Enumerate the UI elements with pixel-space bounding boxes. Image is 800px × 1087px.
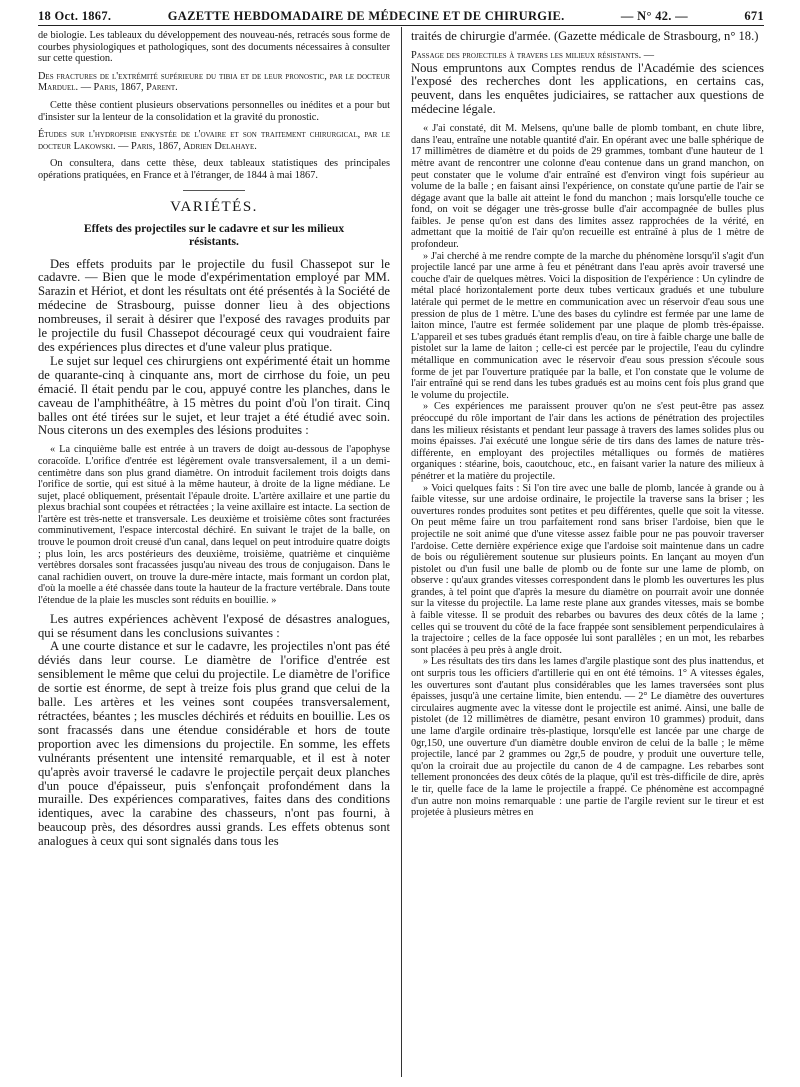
melsens-quote-2: » J'ai cherché à me rendre compte de la marche du phénomène lorsqu'il s'agit d'un projectile lancé par une arme à feu et pénétrant dans l'eau après avoir traversé une couche d'air de quelques mètres. Voici la disposition de l'expérience : Un cylindre de métal placé horizontalement porte deux tubes verticaux gradués et une tubulure latérale qui permet de le mettre en communication avec un réservoir d'eau sous une pression de plus de 1 mètre. L'une des bases du cylindre est fermée par une lame de laiton mince, l'autre est fermée solidement par une plaque de plomb très-épaisse. L'appareil et ses tubes gradués étant remplis d'eau, on tire à faible charge une balle de pistolet sur la lame de laiton ; celle-ci est percée par le projectile, l'eau du cylindre métallique en communication avec le réservoir d'eau sous pression s'écoule sous forme de jet par l'ouverture pratiquée par la balle, et l'on constate que le volume de l'air entraîné qui se rend dans les tubes gradués est au moins cent fois plus grand que le volume du projectile. — [411, 250, 764, 401]
section-separator — [183, 190, 245, 191]
header-rule — [38, 25, 764, 26]
article-paragraph-1: Des effets produits par le projectile du fusil Chassepot sur le cadavre. — Bien que le mode d'expérimentation employé par MM. Sarazin et Hériot, et dont les résultats ont été présentés à la Société de médecine de Strasbourg, puisse donner lieu à des objections nombreuses, il serait à désirer que l'exposé des ravages produits par le projectile du fusil Chassepot découragé ceux qui voudraient faire des expériences plus directes et d'une valeur plus pratique. — [38, 256, 390, 354]
review-2-text: On consultera, dans cette thèse, deux tableaux statistiques des principales opérations pratiquées, en France et à l'étranger, de 1844 à mai 1867. — [38, 158, 390, 181]
article-title: Effets des projectiles sur le cadavre et sur les milieux résistants. — [83, 221, 345, 248]
melsens-quote-1: « J'ai constaté, dit M. Melsens, qu'une balle de plomb tombant, en chute libre, dans l'eau, entraîne une notable quantité d'air. En opérant avec une balle sphérique de 17 millimètres de diamètre et du poids de 29 grammes, tombant d'une hauteur de 1 mètre avant de rencontrer une colonne d'eau contenue dans un grand manchon, on peut constater que le volume d'air entraîné est d'environ vingt fois supérieur au volume de la balle ; en faisant ainsi l'expérience, on constate qu'une partie de l'air se dégage avant que la balle ait atteint le fond du manchon ; mais lorsqu'elle touche ce fond, on voit se dégager une très-grosse bulle d'air accompagnée de bulles plus faibles. Je pense qu'on est dans des limites assez rapprochées de la vérité, en admettant que la moitié de l'air qu'on recueille est entraîné à plus de 1 mètre de profondeur. — [411, 123, 764, 251]
article-paragraph-2: Le sujet sur lequel ces chirurgiens ont expérimenté était un homme de quarante-cinq à cinquante ans, mort de cirrhose du foie, un peu émacié. Il était pendu par le cou, appuyé contre les planches, dans le caveau de l'amphithéâtre, à 15 mètres du point d'où l'on tirait. Cinq balles ont été tirées sur le sujet, et leur trajet a été étudié avec soin. Nous citerons un des exemples des lésions produites : — [38, 353, 390, 438]
header-date: 18 Oct. 1867. — [38, 9, 112, 23]
page-header — [38, 0, 764, 24]
right-intro-paragraph: Nous empruntons aux Comptes rendus de l'Académie des sciences l'exposé des recherches dont les applications, en certains cas, peuvent, dans les enquêtes judiciaires, se rattacher aux questions de médecine légale. — [411, 60, 764, 117]
right-continuation: traités de chirurgie d'armée. (Gazette médicale de Strasbourg, n° 18.) — [411, 30, 759, 43]
melsens-quote-3: » Ces expériences me paraissent prouver qu'on ne s'est peut-être pas assez préoccupé du rôle important de l'air dans les actions de pénétration des projectiles dans les milieux résistants et pendant leur passage à travers des lames solides plus ou moins épaisses. J'ai exécuté une longue série de tirs dans des lames de nature très-différente, en employant des projectiles métalliques ou formés de matières organiques : stéarine, bois, caoutchouc, etc., en faisant varier la nature des milieux à pénétrer et la matière du projectile. — [411, 401, 764, 482]
header-page-number: 671 — [744, 9, 764, 23]
review-1-text: Cette thèse contient plusieurs observations personnelles ou inédites et a pour but d'insister sur la lenteur de la consolidation et la gravité du pronostic. — [38, 99, 390, 123]
article-paragraph-3: Les autres expériences achèvent l'exposé de désastres analogues, qui se résument dans les conclusions suivantes : — [38, 611, 390, 640]
article-paragraph-4: A une courte distance et sur le cadavre, les projectiles n'ont pas été déviés dans leur course. Le diamètre de l'orifice d'entrée est sensiblement le même que celui du projectile. Le diamètre de l'orifice de sortie est énorme, de sept à treize fois plus grand que celui de la balle. Les artères et les veines sont coupées transversalement, rétractées, béantes ; les muscles déchirés et réduits en bouillie. Les os sont fracassés dans une étendue considérable et hors de toute proportion avec les dimensions du projectile. En somme, les effets vulnérants présentent une intensité remarquable, et il est à noter qu'après avoir traversé le cadavre le projectile perçait deux planches d'un pouce d'épaisseur, puis s'enfonçait profondément dans la muraille. Des expériences comparatives, faites dans des conditions identiques, avec la carabine des chasseurs, n'ont pas fourni, à beaucoup près, des désordres aussi grands. Les effets obtenus sont analogues à ceux qui sont signalés dans tous les — [38, 639, 390, 849]
melsens-quote-5: » Les résultats des tirs dans les lames d'argile plastique sont des plus inattendus, et ont surpris tous les officiers d'artillerie qui en ont été témoins. 1° A vitesses égales, les ouvertures sont d'autant plus considérables que les lames traversées sont plus épaisses, jusqu'à une certaine limite, bien entendu. — 2° Le diamètre des ouvertures circulaires augmente avec la vitesse dont le projectile est animé. Ainsi, une balle de pistolet (de 12 millimètres de diamètre, pesant environ 10 grammes) produit, dans une lame d'argile ordinaire très-plastique, lorsqu'elle est lancée par une charge de 0gr,150, une ouverture d'un diamètre double environ de celui de la balle ; le même projectile, lancé par 2 grammes ou 2gr,5 de poudre, y produit une ouverture telle, qu'on la croirait due au projectile du canon de 4 de campagne. Les rebarbes sont tellement prononcées des deux côtés de la plaque, qu'il est très-difficile de dire, après le tir, quelle face de la lame le projectile a frappé. Ce phénomène est accompagné d'un autre non moins remarquable : une partie de l'argile revient sur le tireur et est projetée à plusieurs mètres en — [411, 656, 764, 819]
review-1-title: Des fractures de l'extrémité supérieure du tibia et de leur pronostic, par le docteur Marduel. — Paris, 1867, Parent. — [38, 70, 390, 94]
section-title: VARIÉTÉS. — [170, 198, 258, 215]
right-section-head: Passage des projectiles à travers les milieux résistants. — — [411, 49, 655, 61]
intro-tail-paragraph: de biologie. Les tableaux du développement des nouveau-nés, retracés sous forme de courbes physiologiques et pathologiques, sont des documents nécessaires à consulter sur cette question. — [38, 30, 390, 65]
left-column — [38, 30, 390, 1082]
melsens-quote-4: » Voici quelques faits : Si l'on tire avec une balle de plomb, lancée à grande ou à faible vitesse, sur une ardoise ordinaire, le projectile la traverse sans la briser ; les ouvertures rondes produites sont petites et peu différentes, quelle que soit la vitesse. On peut même faire un trou parfaitement rond sans briser l'ardoise, bien que le projectile ne soit animé que d'une vitesse assez faible pour ne pas pouvoir traverser l'ardoise. Cette dernière expérience exige que l'ardoise soit maintenue dans un cadre de bois ou régulièrement soutenue sur plusieurs points. En lançant au moyen d'un pistolet ou d'un fusil une balle de plomb ou de fonte sur une lame de plomb, on observe : qu'aux grandes vitesses correspondent dans le plomb les ouvertures les plus grandes, à tel point que d'après la mesure du diamètre on pourrait avoir une donnée sur la vitesse du projectile. La lame reste plane aux grandes vitesses, mais se bombe à faible vitesse. Il se produit des rebarbes ou bavures des deux côtés de la lame ; celles qui se trouvent du côté de la face frappée sont sensiblement perpendiculaires à la trajectoire ; celles de la face opposée lui sont parallèles ; en un mot, les rebarbes sont placées à peu près à angle droit. — [411, 482, 764, 656]
column-divider — [401, 27, 402, 1077]
header-number: — N° 42. — — [620, 9, 688, 23]
right-column — [411, 30, 764, 1082]
article-quote: « La cinquième balle est entrée à un travers de doigt au-dessous de l'apophyse coracoïde. L'orifice d'entrée est légèrement ovale transversalement, il a un demi-centimètre dans son plus grand diamètre. On introduit facilement trois doigts dans l'orifice de sortie, qui est situé à la même hauteur, à droite de la ligne médiane. Le sujet, placé obliquement, présentait l'épaule droite. L'artère axillaire et une partie du plexus brachial sont coupées et rétractées ; la veine axillaire est intacte. La section de l'artère est très-nette et transversale. Les deuxième et troisième côtes sont fracturées comminutivement, l'espace intercostal déchiré. En suivant le trajet de la balle, on trouve le poumon droit creusé d'un canal, dans lequel on peut introduire quatre doigts ; plus loin, les arcs postérieurs des deuxième, troisième, quatrième et cinquième vertèbres dorsales sont fracassées jusqu'au niveau des trous de conjugaison. Dans le canal rachidien ouvert, on trouve la dure-mère intacte, mais formant un cordon plat, d'où la moelle a été chassée dans toute la hauteur de la fracture vertébrale. Dans toute l'étendue de la plaie les muscles sont réduits en bouillie. » — [38, 444, 390, 607]
header-title: GAZETTE HEBDOMADAIRE DE MÉDECINE ET DE CHIRURGIE. — [167, 9, 565, 23]
review-2-title: Études sur l'hydropisie enkystée de l'ovaire et son traitement chirurgical, par le docteur Lakowski. — Paris, 1867, Adrien Delahaye. — [38, 129, 390, 152]
